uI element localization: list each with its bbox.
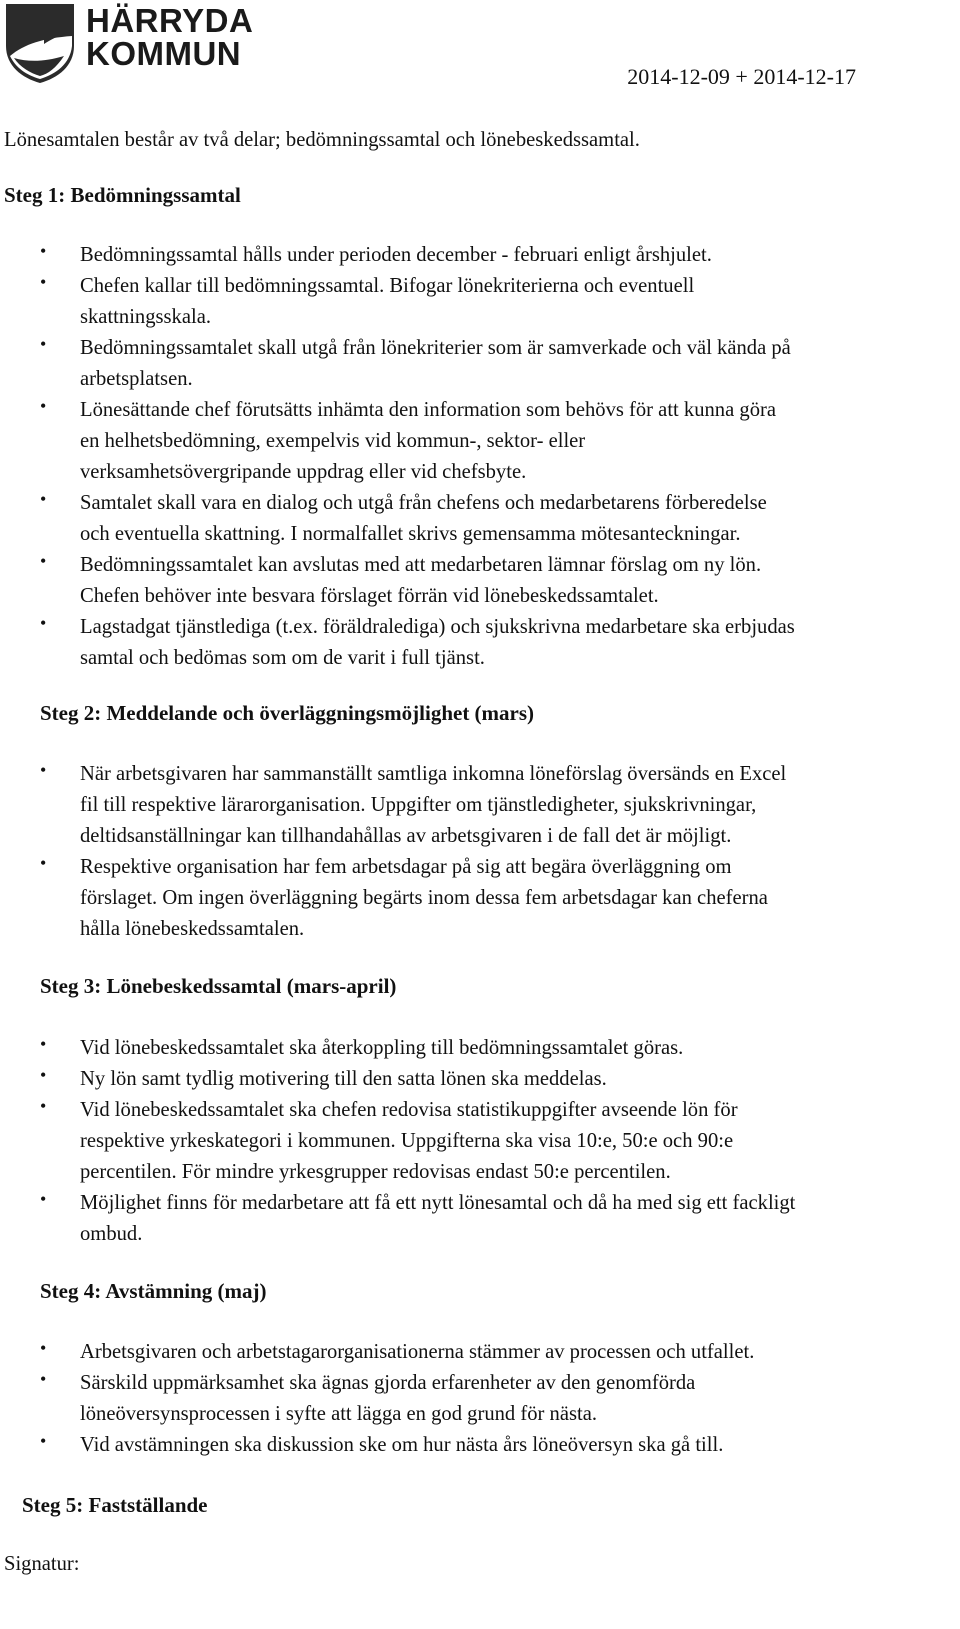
list-item [0,271,795,333]
list-item [0,1064,795,1095]
list-item-text-line: Vid avstämningen ska diskussion ske om hur nästa års löneöversyn ska gå till. [80,1434,724,1456]
list-item-text-line: hålla lönebeskedssamtalen. [80,918,305,940]
bullet-icon: • [40,1065,47,1085]
bullet-icon: • [40,1369,47,1389]
list-item [0,1033,795,1064]
list-item-text-line: Vid lönebeskedssamtalet ska chefen redovisa statistikuppgifter avseende lön för [80,1099,738,1121]
list-item-text-line: en helhetsbedömning, exempelvis vid kommun-, sektor- eller [80,430,586,452]
list-item-text-line: ombud. [80,1223,143,1245]
list-item-text-line: arbetsplatsen. [80,368,193,390]
list-item-text-line: Bedömningssamtalet kan avslutas med att medarbetaren lämnar förslag om ny lön. [80,554,762,576]
bullet-icon: • [40,760,47,780]
bullet-icon: • [40,334,47,354]
bullet-icon: • [40,551,47,571]
step-3-list [0,1033,795,1250]
step-4-list [0,1337,754,1461]
bullet-icon: • [40,613,47,633]
bullet-icon: • [40,1189,47,1209]
bullet-icon: • [40,1338,47,1358]
list-item-text-line: När arbetsgivaren har sammanställt samtliga inkomna löneförslag översänds en Excel [80,763,787,785]
list-item [0,550,795,612]
list-item-text-line: Chefen behöver inte besvara förslaget förrän vid lönebeskedssamtalet. [80,585,659,607]
bullet-icon: • [40,853,47,873]
list-item [0,759,786,852]
list-item-text-line: deltidsanställningar kan tillhandahållas av arbetsgivaren i de fall det är möjligt. [80,825,732,847]
list-item [0,1188,795,1250]
list-item-text-line: och eventuella skattning. I normalfallet skrivs gemensamma mötesanteckningar. [80,523,741,545]
list-item-text-line: Särskild uppmärksamhet ska ägnas gjorda erfarenheter av den genomförda [80,1372,696,1394]
logo-wordmark [86,4,253,70]
bullet-icon: • [40,1096,47,1116]
list-item-text-line: Möjlighet finns för medarbetare att få ett nytt lönesamtal och då ha med sig ett fackligt [80,1192,796,1214]
list-item-text-line: Chefen kallar till bedömningssamtal. Bifogar lönekriterierna och eventuell [80,275,695,297]
bullet-icon: • [40,241,47,261]
list-item [0,333,795,395]
list-item-text-line: fil till respektive lärarorganisation. Uppgifter om tjänstledigheter, sjukskrivningar, [80,794,757,816]
list-item-text-line: Bedömningssamtal hålls under perioden december - februari enligt årshjulet. [80,244,712,266]
list-item [0,240,795,271]
step-2-list [0,759,786,945]
list-item-text-line: Ny lön samt tydlig motivering till den satta lönen ska meddelas. [80,1068,607,1090]
list-item [0,852,786,945]
bullet-icon: • [40,1431,47,1451]
list-item [0,1430,754,1461]
step-1-list [0,240,795,674]
list-item-text-line: Arbetsgivaren och arbetstagarorganisationerna stämmer av processen och utfallet. [80,1341,755,1363]
list-item [0,488,795,550]
list-item-text-line: löneöversynsprocessen i syfte att lägga en god grund för nästa. [80,1403,597,1425]
list-item [0,1337,754,1368]
list-item [0,1095,795,1188]
bullet-icon: • [40,396,47,416]
bullet-icon: • [40,489,47,509]
list-item-text-line: Respektive organisation har fem arbetsdagar på sig att begära överläggning om [80,856,732,878]
list-item-text-line: Bedömningssamtalet skall utgå från lönekriterier som är samverkade och väl kända på [80,337,791,359]
list-item-text-line: samtal och bedömas som om de varit i full tjänst. [80,647,485,669]
step-3-heading: Steg 3: Lönebeskedssamtal (mars-april) [40,974,397,998]
logo-line-2: KOMMUN [86,35,242,72]
harryda-kommun-logo [4,2,254,88]
bullet-icon: • [40,272,47,292]
bullet-icon: • [40,1034,47,1054]
list-item-text-line: Samtalet skall vara en dialog och utgå från chefens och medarbetarens förberedelse [80,492,767,514]
signature-label: Signatur: [4,1553,80,1575]
list-item-text-line: percentilen. För mindre yrkesgrupper redovisas endast 50:e percentilen. [80,1161,671,1183]
list-item-text-line: Vid lönebeskedssamtalet ska återkoppling till bedömningssamtalet göras. [80,1037,684,1059]
step-2-heading: Steg 2: Meddelande och överläggningsmöjlighet (mars) [40,701,535,725]
step-4-heading: Steg 4: Avstämning (maj) [40,1279,267,1303]
list-item-text-line: skattningsskala. [80,306,211,328]
step-5-heading: Steg 5: Fastställande [22,1493,208,1517]
step-1-heading: Steg 1: Bedömningssamtal [4,183,241,207]
list-item-text-line: Lagstadgat tjänstlediga (t.ex. föräldralediga) och sjukskrivna medarbetare ska erbjudas [80,616,795,638]
list-item-text-line: förslaget. Om ingen överläggning begärts inom dessa fem arbetsdagar kan cheferna [80,887,768,909]
document-date: 2014-12-09 + 2014-12-17 [627,64,856,89]
coat-of-arms-icon [4,2,76,84]
logo-line-1: HÄRRYDA [86,2,254,39]
intro-paragraph: Lönesamtalen består av två delar; bedömningssamtal och lönebeskedssamtal. [4,129,640,151]
list-item-text-line: Lönesättande chef förutsätts inhämta den information som behövs för att kunna göra [80,399,776,421]
list-item [0,395,795,488]
list-item [0,1368,754,1430]
list-item [0,612,795,674]
list-item-text-line: verksamhetsövergripande uppdrag eller vid chefsbyte. [80,461,527,483]
list-item-text-line: respektive yrkeskategori i kommunen. Uppgifterna ska visa 10:e, 50:e och 90:e [80,1130,734,1152]
